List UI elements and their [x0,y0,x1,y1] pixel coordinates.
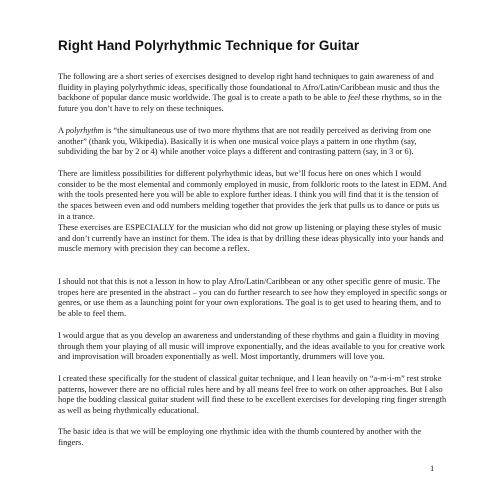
paragraph-definition: A polyrhythm is “the simultaneous use of two more rhythms that are not readily perceived as deriving from one another” (thank you, Wikipedia). Basically it is when one musical voice plays a pattern in one rhythm (say, subdividing the bar by 2 or 4) while another voice plays a different and contrasting pattern (say, in 3 or 6). [58,126,431,157]
paragraph-possibilities: There are limitless possibilities for different polyrhythmic ideas, but we’ll focus here on ones which I would consider to be the most elemental and commonly employed in music, from folkloric roots to the latest in EDM. And with the tools presented here you will be able to explore further ideas. I think you will find that it is the tension of the spaces between even and odd numbers melding together that provides the jerk that pulls us to dance or puts us in a trance. [58,169,447,221]
paragraph-intro: The following are a short series of exercises designed to develop right hand techniques to gain awareness of and fluidity in playing polyrhythmic ideas, specifically those foundational to Afro/Latin/Caribbean music and thus the backbone of popular dance music worldwide. The goal is to create a path to be able to feel these rhythms, so in the future you don’t have to rely on these techniques. [58,72,442,114]
page-title: Right Hand Polyrhythmic Technique for Guitar [58,38,360,53]
paragraph-audience: These exercises are ESPECIALLY for the musician who did not grow up listening or playing these styles of music and don’t currently have an instinct for them. The idea is that by drilling these ideas physically into your hands and muscle memory with precision they can become a reflex. [58,223,444,254]
paragraph-classical-technique: I created these specifically for the student of classical guitar technique, and I lean heavily on “a-m-i-m” rest stroke patterns, however there are no official rules here and by all means feel free to work on other approaches. But I also hope the budding classical guitar student will find these to be excellent exercises for developing ring finger strength as well as being rhythmically educational. [58,374,447,416]
paragraph-not-a-lesson: I should not that this is not a lesson in how to play Afro/Latin/Caribbean or any other specific genre of music. The tropes here are presented in the abstract – you can do further research to see how they employed in specific songs or genres, or use them as a launching point for your own explorations. The goal is to get used to hearing them, and to be able to feel them. [58,277,448,319]
paragraph-benefits: I would argue that as you develop an awareness and understanding of these rhythms and gain a fluidity in moving through them your playing of all music will improve exponentially, and the ideas available to you for creative work and improvisation will broaden exponentially as well. Most importantly, drummers will love you. [58,331,445,362]
page-number: 1 [430,463,435,473]
paragraph-basic-idea: The basic idea is that we will be employing one rhythmic idea with the thumb countered by another with the fingers. [58,427,422,447]
